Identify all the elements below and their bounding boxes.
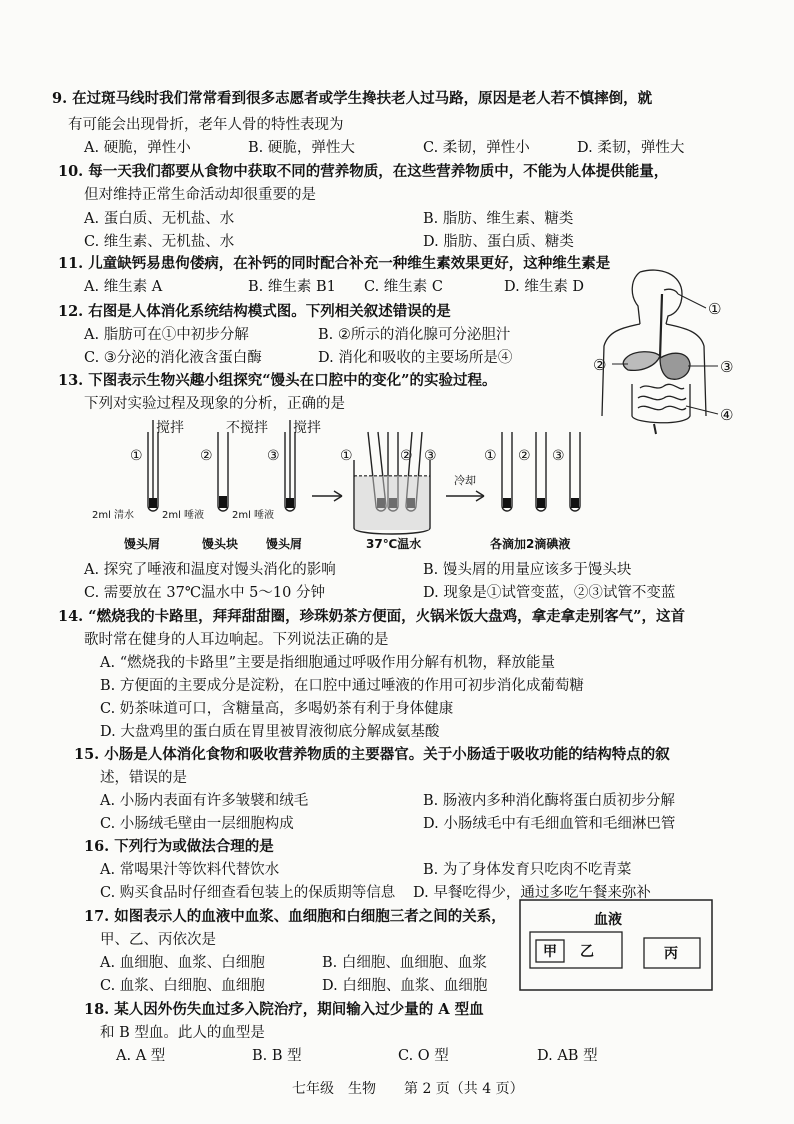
q10-stem: 10. 每一天我们都要从食物中获取不同的营养物质，在这些营养物质中，不能为人体提供能量，: [58, 163, 669, 180]
q17-option-c: C. 血浆、白细胞、血细胞: [100, 978, 265, 994]
q15-stem-cont: 述，错误的是: [100, 770, 187, 786]
tube-2-label: ②: [200, 448, 213, 464]
q12-option-c: C. ③分泌的消化液含蛋白酶: [84, 350, 262, 366]
q9-option-a: A. 硬脆，弹性小: [84, 140, 191, 156]
q17-option-a: A. 血细胞、血浆、白细胞: [100, 955, 265, 971]
q13-option-c: C. 需要放在 37℃温水中 5～10 分钟: [84, 585, 325, 601]
q16-stem: 16. 下列行为或做法合理的是: [84, 838, 274, 855]
blood-composition-diagram: [518, 898, 714, 992]
q14-option-b: B. 方便面的主要成分是淀粉，在口腔中通过唾液的作用可初步消化成葡萄糖: [100, 678, 584, 694]
bath-tube-1-label: ①: [340, 448, 353, 464]
q18-option-b: B. B 型: [252, 1048, 302, 1064]
tube-1-label: ①: [130, 448, 143, 464]
q15-option-b: B. 肠液内多种消化酶将蛋白质初步分解: [423, 793, 675, 809]
digestive-label-3: ③: [720, 358, 734, 376]
q15-option-d: D. 小肠绒毛中有毛细血管和毛细淋巴管: [423, 816, 676, 832]
q11-option-a: A. 维生素 A: [84, 279, 163, 295]
q18-stem-cont: 和 B 型血。此人的血型是: [100, 1025, 265, 1041]
blood-title: 血液: [594, 912, 622, 928]
q12-option-b: B. ②所示的消化腺可分泌胆汁: [318, 327, 511, 343]
q12-option-d: D. 消化和吸收的主要场所是④: [318, 350, 513, 366]
q17-option-b: B. 白细胞、血细胞、血浆: [322, 955, 487, 971]
q13-stem-cont: 下列对实验过程及现象的分析，正确的是: [84, 396, 345, 412]
q16-option-a: A. 常喝果汁等饮料代替饮水: [100, 862, 280, 878]
q11-option-c: C. 维生素 C: [364, 279, 443, 295]
q14-option-c: C. 奶茶味道可口，含糖量高，多喝奶茶有利于身体健康: [100, 701, 454, 717]
q11-option-b: B. 维生素 B1: [248, 279, 336, 295]
final-tube-1-label: ①: [484, 448, 497, 464]
tube-1-liquid: 2ml 清水: [92, 510, 135, 521]
q16-option-b: B. 为了身体发育只吃肉不吃青菜: [423, 862, 632, 878]
tube-2-action: 不搅拌: [226, 420, 268, 436]
q9-stem: 9. 在过斑马线时我们常常看到很多志愿者或学生搀扶老人过马路，原因是老人若不慎摔倒，就: [52, 90, 653, 107]
q13-option-b: B. 馒头屑的用量应该多于馒头块: [423, 562, 632, 578]
q13-option-d: D. 现象是①试管变蓝，②③试管不变蓝: [423, 585, 676, 601]
q14-option-d: D. 大盘鸡里的蛋白质在胃里被胃液彻底分解成氨基酸: [100, 724, 440, 740]
q17-stem: 17. 如图表示人的血液中血浆、血细胞和白细胞三者之间的关系，: [84, 908, 506, 925]
blood-yi: 乙: [580, 944, 594, 960]
q16-option-c: C. 购买食品时仔细查看包装上的保质期等信息: [100, 885, 396, 901]
q18-stem: 18. 某人因外伤失血过多入院治疗，期间输入过少量的 A 型血: [84, 1001, 484, 1018]
final-tube-2-label: ②: [518, 448, 531, 464]
tube-3-sample: 馒头屑: [266, 537, 303, 551]
q9-option-d: D. 柔韧，弹性大: [577, 140, 685, 156]
q16-option-d: D. 早餐吃得少，通过多吃午餐来弥补: [413, 885, 651, 901]
tube-3-action: 搅拌: [293, 420, 321, 436]
q10-option-d: D. 脂肪、蛋白质、糖类: [423, 234, 574, 250]
digestive-label-2: ②: [593, 356, 607, 374]
page-footer: 七年级 生物 第 2 页（共 4 页）: [292, 1081, 524, 1097]
q14-stem: 14. “燃烧我的卡路里，拜拜甜甜圈，珍珠奶茶方便面，火锅米饭大盘鸡，拿走拿走别客气”，这首: [58, 608, 685, 625]
q18-option-c: C. O 型: [398, 1048, 449, 1064]
q18-option-d: D. AB 型: [537, 1048, 598, 1064]
q13-stem: 13. 下图表示生物兴趣小组探究“馒头在口腔中的变化”的实验过程。: [58, 372, 497, 389]
q10-option-c: C. 维生素、无机盐、水: [84, 234, 235, 250]
tube-1-action: 搅拌: [156, 420, 184, 436]
q17-stem-cont: 甲、乙、丙依次是: [100, 932, 216, 948]
q14-option-a: A. “燃烧我的卡路里”主要是指细胞通过呼吸作用分解有机物，释放能量: [100, 655, 556, 671]
q12-option-a: A. 脂肪可在①中初步分解: [84, 327, 249, 343]
digestive-label-4: ④: [720, 406, 734, 424]
q12-stem: 12. 右图是人体消化系统结构模式图。下列相关叙述错误的是: [58, 303, 451, 320]
q10-stem-cont: 但对维持正常生命活动却很重要的是: [84, 187, 316, 203]
q14-stem-cont: 歌时常在健身的人耳边响起。下列说法正确的是: [84, 632, 389, 648]
q9-stem-cont: 有可能会出现骨折，老年人骨的特性表现为: [68, 117, 344, 133]
q15-stem: 15. 小肠是人体消化食物和吸收营养物质的主要器官。关于小肠适于吸收功能的结构特点的叙: [74, 746, 670, 763]
starch-digestion-experiment-diagram: [90, 418, 650, 553]
q13-option-a: A. 探究了唾液和温度对馒头消化的影响: [84, 562, 336, 578]
bath-tube-3-label: ③: [424, 448, 437, 464]
q11-option-d: D. 维生素 D: [504, 279, 585, 295]
blood-jia: 甲: [543, 944, 557, 960]
tube-3-label: ③: [267, 448, 280, 464]
tube-2-liquid: 2ml 唾液: [162, 510, 205, 521]
q10-option-a: A. 蛋白质、无机盐、水: [84, 211, 235, 227]
final-tube-3-label: ③: [552, 448, 565, 464]
q10-option-b: B. 脂肪、维生素、糖类: [423, 211, 574, 227]
bath-tube-2-label: ②: [400, 448, 413, 464]
warm-water-label: 37℃温水: [366, 537, 422, 551]
tube-3-liquid: 2ml 唾液: [232, 510, 275, 521]
q15-option-a: A. 小肠内表面有许多皱襞和绒毛: [100, 793, 309, 809]
digestive-label-1: ①: [708, 300, 722, 318]
tube-2-sample: 馒头块: [202, 537, 239, 551]
tube-1-sample: 馒头屑: [124, 537, 161, 551]
q18-option-a: A. A 型: [116, 1048, 166, 1064]
q15-option-c: C. 小肠绒毛壁由一层细胞构成: [100, 816, 294, 832]
q11-stem: 11. 儿童缺钙易患佝偻病，在补钙的同时配合补充一种维生素效果更好，这种维生素是: [58, 255, 611, 272]
cooling-label: 冷却: [454, 474, 476, 487]
q9-option-c: C. 柔韧，弹性小: [423, 140, 530, 156]
iodine-label: 各滴加2滴碘液: [490, 537, 571, 551]
q9-option-b: B. 硬脆，弹性大: [248, 140, 355, 156]
q17-option-d: D. 白细胞、血浆、血细胞: [322, 978, 488, 994]
blood-bing: 丙: [664, 946, 678, 962]
